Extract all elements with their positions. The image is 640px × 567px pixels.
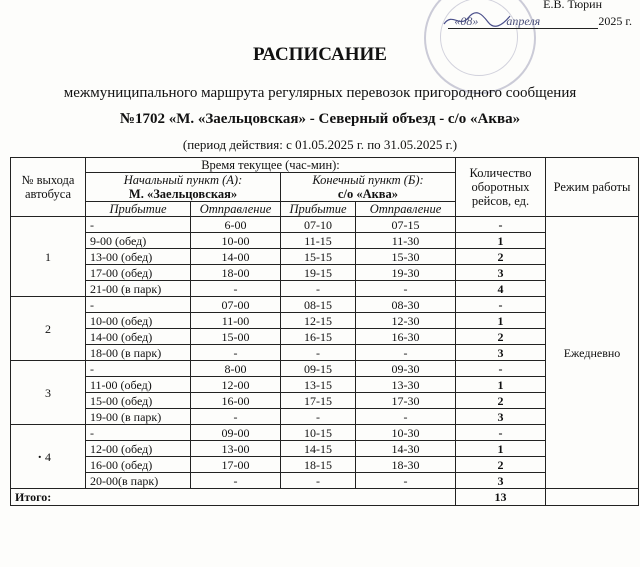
arrival-a: 13-00 (обед): [86, 249, 191, 265]
date-line: [448, 15, 598, 29]
arrival-b: 16-15: [281, 329, 356, 345]
schedule-table: [10, 157, 639, 506]
arrival-b: 10-15: [281, 425, 356, 441]
page-subtitle: межмуниципального маршрута регулярных перевозок пригородного сообщения: [63, 85, 577, 101]
approval-month: апреля: [506, 14, 541, 28]
trip-count: 3: [456, 409, 546, 425]
arrival-b: 18-15: [281, 457, 356, 473]
departure-a: 18-00: [191, 265, 281, 281]
table-row: [11, 297, 639, 313]
arrival-a: 9-00 (обед): [86, 233, 191, 249]
trip-count: -: [456, 361, 546, 377]
arrival-b: -: [281, 409, 356, 425]
departure-b: 18-30: [356, 457, 456, 473]
table-row: [11, 393, 639, 409]
work-mode: Ежедневно: [546, 217, 639, 489]
departure-b: 16-30: [356, 329, 456, 345]
departure-a: 11-00: [191, 313, 281, 329]
total-value: 13: [456, 489, 546, 506]
departure-a: 09-00: [191, 425, 281, 441]
trip-count: -: [456, 425, 546, 441]
arrival-b: 19-15: [281, 265, 356, 281]
arrival-a: -: [86, 217, 191, 233]
arrival-a: 16-00 (обед): [86, 457, 191, 473]
table-row: [11, 425, 639, 441]
departure-b: 17-30: [356, 393, 456, 409]
table-row: [11, 441, 639, 457]
trip-count: -: [456, 217, 546, 233]
departure-b: 08-30: [356, 297, 456, 313]
arrival-a: 14-00 (обед): [86, 329, 191, 345]
table-row: [11, 409, 639, 425]
trip-count: -: [456, 297, 546, 313]
trip-count: 4: [456, 281, 546, 297]
table-row: [11, 473, 639, 489]
table-row: [11, 457, 639, 473]
departure-b: 10-30: [356, 425, 456, 441]
arrival-a: 12-00 (обед): [86, 441, 191, 457]
table-row: [11, 361, 639, 377]
trip-count: 3: [456, 473, 546, 489]
header-departure-a: Отправление: [191, 202, 281, 217]
departure-a: 17-00: [191, 457, 281, 473]
table-row: [11, 233, 639, 249]
departure-a: 15-00: [191, 329, 281, 345]
departure-b: -: [356, 409, 456, 425]
exit-number: 2: [11, 297, 86, 361]
arrival-a: 21-00 (в парк): [86, 281, 191, 297]
trip-count: 1: [456, 377, 546, 393]
departure-b: 19-30: [356, 265, 456, 281]
arrival-a: -: [86, 425, 191, 441]
exit-number: 1: [11, 217, 86, 297]
table-row: [11, 265, 639, 281]
total-label: Итого:: [11, 489, 456, 506]
arrival-a: 18-00 (в парк): [86, 345, 191, 361]
schedule-body: [11, 217, 639, 506]
signer-name: Е.В. Тюрин: [543, 0, 602, 11]
trip-count: 3: [456, 265, 546, 281]
trip-count: 2: [456, 329, 546, 345]
arrival-a: 11-00 (обед): [86, 377, 191, 393]
arrival-a: 19-00 (в парк): [86, 409, 191, 425]
arrival-b: -: [281, 345, 356, 361]
arrival-a: -: [86, 297, 191, 313]
arrival-b: 08-15: [281, 297, 356, 313]
header-time: Время текущее (час-мин):: [86, 158, 456, 173]
departure-a: -: [191, 409, 281, 425]
table-row: [11, 329, 639, 345]
header-end-point: [281, 173, 456, 202]
start-point-name: М. «Заельцовская»: [128, 187, 238, 201]
arrival-a: 20-00(в парк): [86, 473, 191, 489]
departure-b: 11-30: [356, 233, 456, 249]
departure-b: 15-30: [356, 249, 456, 265]
arrival-b: 12-15: [281, 313, 356, 329]
departure-a: -: [191, 281, 281, 297]
table-row: [11, 345, 639, 361]
arrival-a: -: [86, 361, 191, 377]
arrival-b: 15-15: [281, 249, 356, 265]
approval-block: [352, 0, 632, 40]
trip-count: 1: [456, 313, 546, 329]
arrival-b: -: [281, 473, 356, 489]
total-row: [11, 489, 639, 506]
table-row: [11, 281, 639, 297]
arrival-b: 07-10: [281, 217, 356, 233]
arrival-b: 11-15: [281, 233, 356, 249]
trip-count: 1: [456, 441, 546, 457]
departure-a: -: [191, 473, 281, 489]
departure-b: -: [356, 473, 456, 489]
header-count: Количество оборотных рейсов, ед.: [456, 158, 546, 217]
departure-a: -: [191, 345, 281, 361]
arrival-b: -: [281, 281, 356, 297]
departure-a: 16-00: [191, 393, 281, 409]
departure-b: -: [356, 281, 456, 297]
departure-b: 12-30: [356, 313, 456, 329]
end-point-name: с/о «Аква»: [337, 187, 399, 201]
trip-count: 2: [456, 249, 546, 265]
header-mode: Режим работы: [546, 158, 639, 217]
total-mode-empty: [546, 489, 639, 506]
departure-b: -: [356, 345, 456, 361]
approval-year: 2025 г.: [598, 14, 632, 28]
trip-count: 1: [456, 233, 546, 249]
trip-count: 2: [456, 393, 546, 409]
arrival-b: 14-15: [281, 441, 356, 457]
route-name: №1702 «М. «Заельцовская» - Северный объезд - с/о «Аква»: [119, 111, 521, 127]
arrival-b: 13-15: [281, 377, 356, 393]
stray-dot: .: [38, 447, 42, 462]
arrival-a: 10-00 (обед): [86, 313, 191, 329]
exit-number: 4: [11, 425, 86, 489]
departure-b: 07-15: [356, 217, 456, 233]
departure-a: 07-00: [191, 297, 281, 313]
validity-period: (период действия: с 01.05.2025 г. по 31.05.2025 г.): [182, 137, 458, 152]
table-row: [11, 313, 639, 329]
approval-day: «08»: [454, 14, 479, 28]
departure-a: 13-00: [191, 441, 281, 457]
start-point-label: Начальный пункт (А):: [123, 173, 243, 187]
trip-count: 2: [456, 457, 546, 473]
departure-a: 8-00: [191, 361, 281, 377]
table-row: [11, 377, 639, 393]
table-row: [11, 249, 639, 265]
end-point-label: Конечный пункт (Б):: [312, 173, 424, 187]
header-departure-b: Отправление: [356, 202, 456, 217]
table-row: [11, 217, 639, 233]
departure-a: 10-00: [191, 233, 281, 249]
trip-count: 3: [456, 345, 546, 361]
arrival-a: 15-00 (обед): [86, 393, 191, 409]
arrival-b: 09-15: [281, 361, 356, 377]
header-exit: № выхода автобуса: [11, 158, 86, 217]
departure-a: 12-00: [191, 377, 281, 393]
arrival-b: 17-15: [281, 393, 356, 409]
header-arrival-a: Прибытие: [86, 202, 191, 217]
departure-b: 14-30: [356, 441, 456, 457]
exit-number: 3: [11, 361, 86, 425]
approval-date: [448, 14, 632, 29]
departure-a: 14-00: [191, 249, 281, 265]
departure-b: 09-30: [356, 361, 456, 377]
page-title: РАСПИСАНИЕ: [253, 44, 387, 65]
header-arrival-b: Прибытие: [281, 202, 356, 217]
arrival-a: 17-00 (обед): [86, 265, 191, 281]
departure-b: 13-30: [356, 377, 456, 393]
departure-a: 6-00: [191, 217, 281, 233]
header-start-point: [86, 173, 281, 202]
